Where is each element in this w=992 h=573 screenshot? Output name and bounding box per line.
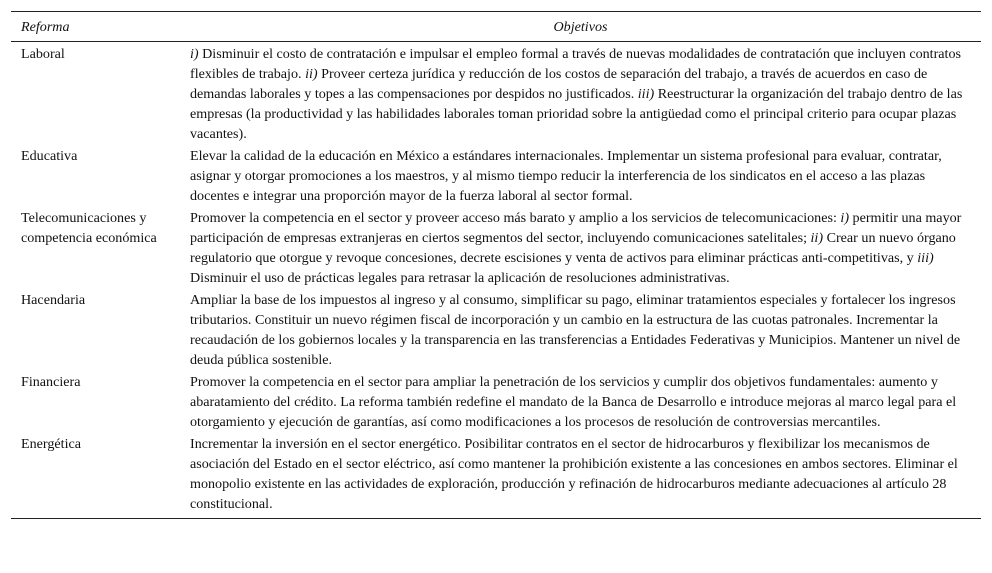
- objective-enumerator: i): [190, 46, 199, 62]
- objective-enumerator: i): [840, 210, 850, 226]
- table-row: [11, 207, 981, 289]
- objective-text: Elevar la calidad de la educación en México a estándares internacionales. Implementar un sistema profesional para evaluar, contratar, asignar y otorgar promociones a los maestros, y al mismo tiempo reducir la interferencia de los sindicatos en el acceso a las plazas docentes e integrar una proporción mayor de la fuerza laboral al sector formal.: [190, 148, 942, 204]
- objetivos-cell: [180, 289, 981, 371]
- objective-text: Proveer certeza jurídica y reducción de los costos de separación del trabajo, a través de acuerdos en caso de demandas laborales y topes a las compensaciones por despidos no justificados.: [190, 66, 928, 102]
- table-row: [11, 433, 981, 519]
- reforms-table: [11, 11, 981, 519]
- objective-enumerator: ii): [305, 66, 318, 82]
- objective-text: Crear un nuevo órgano regulatorio que otorgue y revoque concesiones, decrete escisiones y venta de activos para eliminar prácticas anti-competitivas, y: [190, 230, 956, 266]
- objetivos-cell: [180, 371, 981, 433]
- table-row: [11, 145, 981, 207]
- objetivos-cell: [180, 433, 981, 519]
- header-objetivos: Objetivos: [553, 19, 608, 35]
- objetivos-cell: [180, 42, 981, 146]
- reforma-cell: Telecomunicaciones y competencia económica: [21, 210, 157, 246]
- reforma-cell: Hacendaria: [21, 292, 86, 308]
- objective-text: Promover la competencia en el sector y proveer acceso más barato y amplio a los servicios de telecomunicaciones:: [190, 210, 841, 226]
- reforma-cell: Laboral: [21, 46, 65, 62]
- objetivos-cell: [180, 145, 981, 207]
- objective-enumerator: iii): [637, 86, 655, 102]
- reforma-cell: Financiera: [21, 374, 81, 390]
- table-row: [11, 42, 981, 146]
- objective-text: Ampliar la base de los impuestos al ingreso y al consumo, simplificar su pago, eliminar tratamientos especiales y fortalecer los ingresos tributarios. Constituir un nuevo régimen fiscal de incorporación y un cambio en la estructura de las cuotas patronales. Incrementar la recaudación de los gobiernos locales y la transparencia en las transferencias a Entidades Federativas y Municipios. Mantener un nivel de deuda pública sostenible.: [190, 292, 961, 368]
- objective-text: permitir una mayor participación de empresas extranjeras en ciertos segmentos del sector, incluyendo comunicaciones satelitales;: [190, 210, 962, 246]
- objective-text: Incrementar la inversión en el sector energético. Posibilitar contratos en el sector de hidrocarburos y flexibilizar los mecanismos de asociación del Estado en el sector eléctrico, así como mantener la prohibición existente a las concesiones en ambos sectores. Eliminar el monopolio existente en las actividades de exploración, producción y refinación de hidrocarburos mediante adecuaciones al artículo 28 constitucional.: [190, 436, 958, 512]
- reforma-cell: Educativa: [21, 148, 78, 164]
- objetivos-cell: [180, 207, 981, 289]
- header-reforma: Reforma: [21, 19, 70, 35]
- objective-text: Reestructurar la organización del trabajo dentro de las empresas (la productividad y las habilidades laborales toman prioridad sobre la antigüedad como el principal criterio para ocupar plazas vacantes).: [190, 86, 963, 142]
- reforms-table-container: [11, 11, 981, 519]
- objective-text: Promover la competencia en el sector para ampliar la penetración de los servicios y cumplir dos objetivos fundamentales: aumento y abaratamiento del crédito. La reforma también redefine el mandato de la Banca de Desarrollo e introduce mejoras al marco legal para el otorgamiento y ejecución de garantías, así como modificaciones a los procesos de resolución de controversias mercantiles.: [190, 374, 957, 430]
- table-header: [11, 12, 981, 42]
- reforma-cell: Energética: [21, 436, 81, 452]
- table-row: [11, 289, 981, 371]
- objective-enumerator: ii): [810, 230, 824, 246]
- objective-enumerator: iii): [917, 250, 934, 266]
- header-row: [11, 12, 981, 42]
- objective-text: Disminuir el uso de prácticas legales para retrasar la aplicación de resoluciones administrativas.: [190, 270, 730, 286]
- objective-text: Disminuir el costo de contratación e impulsar el empleo formal a través de nuevas modalidades de contratación que incluyen contratos flexibles de trabajo.: [190, 46, 961, 82]
- table-row: [11, 371, 981, 433]
- table-body: [11, 42, 981, 519]
